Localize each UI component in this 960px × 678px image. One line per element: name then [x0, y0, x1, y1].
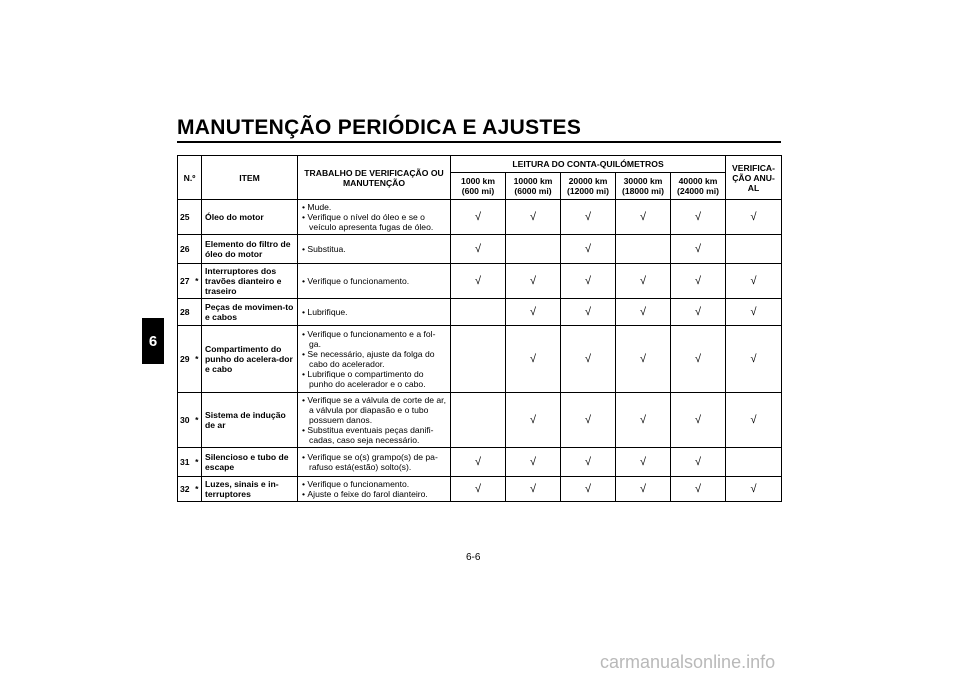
work-list-item: • Mude. — [301, 202, 447, 212]
header-item: ITEM — [202, 156, 298, 200]
check-cell: √ — [671, 200, 726, 235]
work-list-item: • Verifique se o(s) grampo(s) de pa-rafuso está(estão) solto(s). — [301, 452, 447, 472]
check-cell: √ — [616, 264, 671, 299]
work-list — [301, 244, 447, 254]
check-cell: √ — [506, 299, 561, 326]
check-cell: √ — [726, 326, 782, 393]
check-cell: √ — [726, 477, 782, 502]
row-work — [298, 299, 451, 326]
check-cell — [451, 326, 506, 393]
row-number: 32 — [178, 477, 193, 502]
check-cell: √ — [726, 200, 782, 235]
table-row — [178, 448, 782, 477]
work-list-item: • Substitua. — [301, 244, 447, 254]
work-list-item: • Lubrifique. — [301, 307, 447, 317]
row-star: * — [193, 477, 202, 502]
row-star: * — [193, 448, 202, 477]
check-cell: √ — [561, 200, 616, 235]
header-km-2: 10000 km (6000 mi) — [506, 173, 561, 200]
work-list — [301, 452, 447, 472]
check-cell: √ — [726, 299, 782, 326]
check-cell: √ — [671, 299, 726, 326]
work-list — [301, 276, 447, 286]
row-star — [193, 235, 202, 264]
check-cell: √ — [506, 448, 561, 477]
check-cell: √ — [671, 393, 726, 448]
row-item: Luzes, sinais e in-terruptores — [202, 477, 298, 502]
check-cell: √ — [616, 200, 671, 235]
table-row — [178, 477, 782, 502]
check-cell: √ — [451, 264, 506, 299]
work-list-item: • Se necessário, ajuste da folga do cabo do acelerador. — [301, 349, 447, 369]
row-item: Interruptores dos travões dianteiro e traseiro — [202, 264, 298, 299]
check-cell: √ — [561, 477, 616, 502]
row-item: Peças de movimen-to e cabos — [202, 299, 298, 326]
row-item: Óleo do motor — [202, 200, 298, 235]
row-work — [298, 448, 451, 477]
row-star: * — [193, 326, 202, 393]
table-row — [178, 326, 782, 393]
table-row — [178, 393, 782, 448]
table-row — [178, 200, 782, 235]
row-number: 27 — [178, 264, 193, 299]
check-cell: √ — [616, 326, 671, 393]
work-list-item: • Lubrifique o compartimento do punho do acelerador e o cabo. — [301, 369, 447, 389]
check-cell: √ — [616, 393, 671, 448]
table-header — [178, 156, 782, 200]
row-number: 28 — [178, 299, 193, 326]
check-cell: √ — [506, 264, 561, 299]
row-work — [298, 264, 451, 299]
work-list — [301, 395, 447, 445]
check-cell: √ — [671, 477, 726, 502]
row-star: * — [193, 264, 202, 299]
check-cell: √ — [451, 448, 506, 477]
check-cell — [451, 299, 506, 326]
check-cell: √ — [451, 477, 506, 502]
chapter-tab: 6 — [142, 318, 164, 364]
header-odometer: LEITURA DO CONTA-QUILÓMETROS — [451, 156, 726, 173]
work-list-item: • Verifique se a válvula de corte de ar, a válvula por diapasão e o tubo possuem danos. — [301, 395, 447, 425]
check-cell: √ — [671, 264, 726, 299]
check-cell: √ — [561, 299, 616, 326]
row-number: 31 — [178, 448, 193, 477]
check-cell — [616, 235, 671, 264]
row-work — [298, 200, 451, 235]
check-cell: √ — [616, 448, 671, 477]
row-item: Silencioso e tubo de escape — [202, 448, 298, 477]
check-cell: √ — [506, 393, 561, 448]
check-cell: √ — [506, 326, 561, 393]
row-item: Compartimento do punho do acelera-dor e cabo — [202, 326, 298, 393]
title-rule — [177, 141, 781, 143]
check-cell: √ — [451, 200, 506, 235]
check-cell: √ — [671, 235, 726, 264]
row-item: Sistema de indução de ar — [202, 393, 298, 448]
check-cell: √ — [726, 264, 782, 299]
row-work — [298, 393, 451, 448]
table-row — [178, 235, 782, 264]
check-cell: √ — [561, 448, 616, 477]
header-work: TRABALHO DE VERIFICAÇÃO OU MANUTENÇÃO — [298, 156, 451, 200]
check-cell: √ — [506, 200, 561, 235]
page-title: MANUTENÇÃO PERIÓDICA E AJUSTES — [177, 116, 582, 139]
header-num: N.º — [178, 156, 202, 200]
table-row — [178, 264, 782, 299]
check-cell: √ — [671, 326, 726, 393]
header-annual: VERIFICA- ÇÃO ANU- AL — [726, 156, 782, 200]
row-number: 25 — [178, 200, 193, 235]
check-cell — [726, 235, 782, 264]
check-cell: √ — [726, 393, 782, 448]
check-cell — [451, 393, 506, 448]
work-list-item: • Verifique o nível do óleo e se o veículo apresenta fugas de óleo. — [301, 212, 447, 232]
work-list — [301, 479, 447, 499]
check-cell: √ — [616, 299, 671, 326]
row-number: 26 — [178, 235, 193, 264]
check-cell: √ — [561, 393, 616, 448]
check-cell: √ — [451, 235, 506, 264]
work-list-item: • Substitua eventuais peças danifi-cadas, caso seja necessário. — [301, 425, 447, 445]
check-cell: √ — [616, 477, 671, 502]
row-work — [298, 235, 451, 264]
work-list-item: • Ajuste o feixe do farol dianteiro. — [301, 489, 447, 499]
work-list-item: • Verifique o funcionamento e a fol-ga. — [301, 329, 447, 349]
row-work — [298, 326, 451, 393]
row-item: Elemento do filtro de óleo do motor — [202, 235, 298, 264]
table-row — [178, 299, 782, 326]
work-list-item: • Verifique o funcionamento. — [301, 479, 447, 489]
table-body — [178, 200, 782, 502]
row-star: * — [193, 393, 202, 448]
check-cell: √ — [561, 235, 616, 264]
row-work — [298, 477, 451, 502]
work-list-item: • Verifique o funcionamento. — [301, 276, 447, 286]
page-number: 6-6 — [466, 552, 481, 563]
watermark: carmanualsonline.info — [600, 652, 776, 672]
maintenance-table — [177, 155, 782, 502]
check-cell — [506, 235, 561, 264]
check-cell: √ — [506, 477, 561, 502]
check-cell — [726, 448, 782, 477]
header-km-4: 30000 km (18000 mi) — [616, 173, 671, 200]
header-km-1: 1000 km (600 mi) — [451, 173, 506, 200]
check-cell: √ — [671, 448, 726, 477]
check-cell: √ — [561, 264, 616, 299]
header-km-5: 40000 km (24000 mi) — [671, 173, 726, 200]
work-list — [301, 329, 447, 389]
row-number: 29 — [178, 326, 193, 393]
row-star — [193, 200, 202, 235]
check-cell: √ — [561, 326, 616, 393]
work-list — [301, 307, 447, 317]
work-list — [301, 202, 447, 232]
row-star — [193, 299, 202, 326]
row-number: 30 — [178, 393, 193, 448]
header-km-3: 20000 km (12000 mi) — [561, 173, 616, 200]
